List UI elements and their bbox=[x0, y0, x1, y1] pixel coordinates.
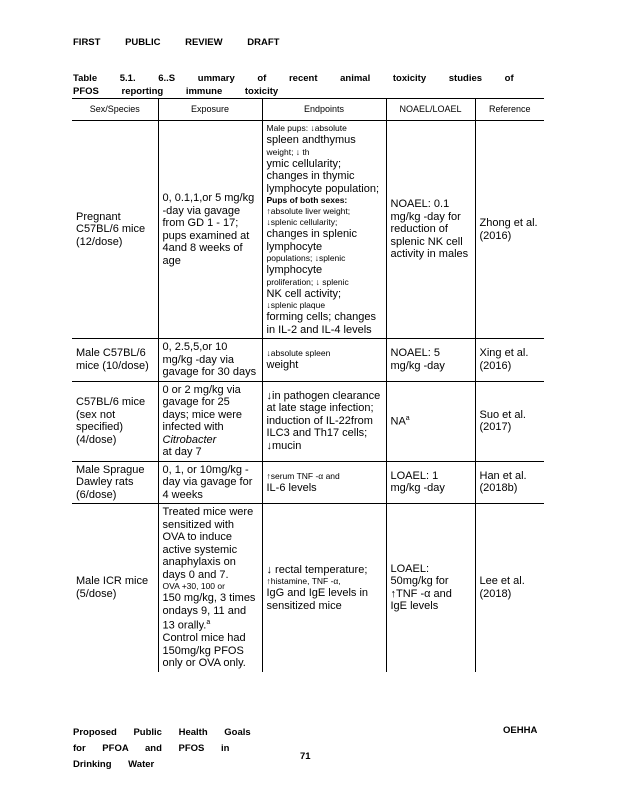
page-header bbox=[73, 37, 301, 48]
header-word: REVIEW bbox=[185, 37, 223, 48]
header-word: DRAFT bbox=[247, 37, 280, 48]
reference-cell: Zhong et al. (2016) bbox=[475, 121, 544, 339]
endpoint-line: ↓mucin bbox=[266, 439, 302, 452]
endpoint-line: ↓absolute spleen bbox=[266, 348, 331, 358]
col-header: Exposure bbox=[158, 99, 262, 121]
exposure-cell: 0, 0.1,1,or 5 mg/kg -day via gavage from GD 1 - 17; pups examined at 4and 8 weeks of age bbox=[158, 121, 262, 339]
noael-cell: LOAEL: 50mg/kg for ↑TNF -α and IgE levels bbox=[386, 504, 475, 672]
endpoint-line: Male pups: ↓absolute bbox=[266, 123, 347, 133]
col-header: NOAEL/LOAEL bbox=[386, 99, 475, 121]
footer-org: OEHHA bbox=[503, 725, 538, 736]
species-cell: Pregnant C57BL/6 mice (12/dose) bbox=[72, 121, 158, 339]
endpoint-line: IgG and IgE levels in sensitized mice bbox=[266, 587, 369, 612]
endpoint-line: ↓in pathogen clearance at late stage infection; induction of IL-22from ILC3 and Th17 cells; bbox=[266, 389, 381, 440]
table-row bbox=[72, 121, 544, 339]
exposure-cell bbox=[158, 381, 262, 461]
page-number: 71 bbox=[300, 751, 311, 762]
endpoint-line: weight; ↓ th bbox=[266, 146, 310, 157]
endpoint-line: ↑histamine, TNF -α, bbox=[266, 576, 341, 587]
table-caption: Table 5.1. 6..S ummary of recent animal toxicity studies of PFOS reporting immune toxicity bbox=[73, 73, 514, 97]
exposure-organism: Citrobacter bbox=[162, 433, 217, 446]
endpoint-line: forming cells; changes in IL-2 and IL-4 levels bbox=[266, 311, 376, 336]
exposure-cell: 0, 2.5,5,or 10 mg/kg -day via gavage for 30 days bbox=[158, 339, 262, 382]
endpoint-line: ↓splenic cellularity; bbox=[266, 217, 338, 227]
toxicity-table bbox=[72, 98, 544, 672]
footnote-marker: a bbox=[405, 415, 410, 423]
species-cell: Male ICR mice (5/dose) bbox=[76, 575, 149, 600]
table-row bbox=[72, 461, 544, 504]
noael-cell: NOAEL: 5 mg/kg -day bbox=[386, 339, 475, 382]
exposure-text: Control mice had 150mg/kg PFOS only or OVA only. bbox=[162, 632, 246, 670]
table-row bbox=[72, 504, 544, 672]
reference-cell: Lee et al. (2018) bbox=[475, 504, 544, 672]
endpoint-line: spleen andthymus bbox=[266, 134, 356, 146]
exposure-cell bbox=[158, 504, 262, 672]
species-cell: Male C57BL/6 mice (10/dose) bbox=[72, 339, 158, 382]
footer-title: Proposed Public Health Goals for PFOA and PFOS in Drinking Water bbox=[73, 727, 251, 770]
noael-cell bbox=[386, 381, 475, 461]
endpoint-line: IL-6 levels bbox=[266, 481, 317, 494]
reference-cell: Xing et al. (2016) bbox=[475, 339, 544, 382]
endpoint-line: lymphocyte bbox=[266, 264, 323, 276]
endpoints-cell bbox=[262, 121, 386, 339]
table-row bbox=[72, 339, 544, 382]
exposure-cell: 0, 1, or 10mg/kg -day via gavage for 4 weeks bbox=[158, 461, 262, 504]
exposure-text-span: 150 mg/kg, 3 times ondays 9, 11 and 13 orally. bbox=[162, 592, 256, 632]
endpoints-cell bbox=[262, 381, 386, 461]
footnote-marker: a bbox=[206, 619, 211, 626]
endpoint-line: NK cell activity; bbox=[266, 287, 342, 300]
noael-text: NA bbox=[390, 416, 406, 429]
exposure-text: OVA +30, 100 or bbox=[162, 581, 225, 591]
endpoint-line: ↑absolute liver weight; bbox=[266, 206, 351, 216]
table-row bbox=[72, 381, 544, 461]
endpoint-line: ↓ rectal temperature; bbox=[266, 563, 368, 576]
header-word: FIRST bbox=[73, 37, 101, 48]
endpoints-cell bbox=[262, 339, 386, 382]
species-cell: C57BL/6 mice (sex not specified) (4/dose) bbox=[72, 381, 158, 461]
table-header-row bbox=[72, 99, 544, 121]
noael-cell: NOAEL: 0.1 mg/kg -day for reduction of splenic NK cell activity in males bbox=[386, 121, 475, 339]
endpoint-line: ymic cellularity; changes in thymic lymphocyte population; bbox=[266, 157, 380, 195]
endpoints-cell bbox=[262, 504, 386, 672]
endpoint-line: weight bbox=[266, 359, 299, 371]
exposure-text: Treated mice were sensitized with OVA to induce active systemic anaphylaxis on days 0 and 7. bbox=[162, 506, 254, 581]
species-cell: Male Sprague Dawley rats (6/dose) bbox=[72, 461, 158, 504]
endpoint-line: ↓splenic plaque bbox=[266, 300, 326, 310]
header-word: PUBLIC bbox=[125, 37, 161, 48]
reference-cell: Suo et al. (2017) bbox=[475, 381, 544, 461]
col-header: Reference bbox=[475, 99, 544, 121]
endpoint-line: changes in splenic lymphocyte bbox=[266, 228, 358, 253]
exposure-text: 0 or 2 mg/kg via gavage for 25 days; mice were infected with bbox=[162, 383, 242, 433]
col-header: Endpoints bbox=[262, 99, 386, 121]
endpoint-line: ↑serum TNF -α and bbox=[266, 470, 340, 481]
endpoints-cell bbox=[262, 461, 386, 504]
exposure-text: at day 7 bbox=[162, 446, 202, 458]
reference-cell: Han et al. (2018b) bbox=[475, 461, 544, 504]
endpoint-line: populations; ↓splenic bbox=[266, 253, 346, 263]
endpoint-line: proliferation; ↓ splenic bbox=[266, 276, 349, 287]
endpoint-line: Pups of both sexes: bbox=[266, 195, 348, 205]
col-header: Sex/Species bbox=[72, 99, 158, 121]
noael-cell: LOAEL: 1 mg/kg -day bbox=[386, 461, 475, 504]
exposure-text bbox=[163, 592, 258, 632]
